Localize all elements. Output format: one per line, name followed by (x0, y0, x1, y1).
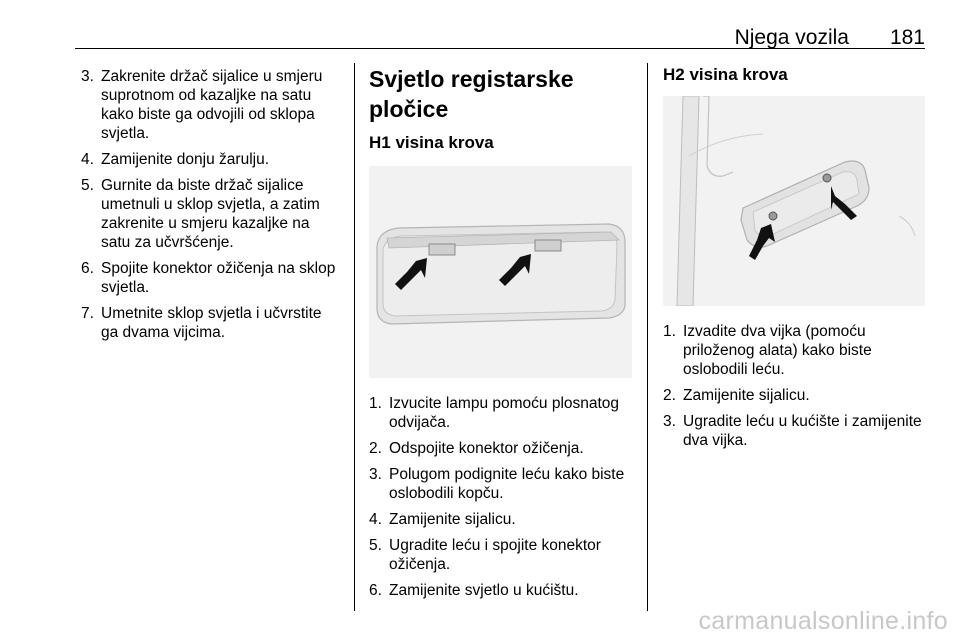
list-item: 3. Ugradite leću u kućište i zamijenite dva vijka. (663, 413, 922, 449)
steps-list-col1 (81, 67, 343, 342)
list-item: 3. Polugom podignite leću kako biste oslobodili kopču. (369, 466, 625, 502)
list-item: 2. Zamijenite sijalicu. (663, 387, 810, 404)
figure-h2-license-lamp (663, 96, 925, 306)
column-2 (369, 64, 635, 607)
list-item: 3. Zakrenite držač sijalice u smjeru suprotnom od kazaljke na satu kako biste ga odvojili od sklopa svjetla. (81, 68, 323, 142)
list-item: 5. Ugradite leću i spojite konektor ožičenja. (369, 537, 601, 573)
list-item: 7. Umetnite sklop svjetla i učvrstite ga dvama vijcima. (81, 305, 322, 341)
subsection-title-h2: H2 visina krova (663, 65, 788, 84)
list-item: 4. Zamijenite sijalicu. (369, 511, 516, 528)
list-item: 6. Zamijenite svjetlo u kućištu. (369, 582, 579, 599)
list-item: 1. Izvadite dva vijka (pomoću priloženog alata) kako biste oslobodili leću. (663, 323, 872, 378)
header-title: Njega vozila (734, 26, 849, 49)
column-divider-2 (647, 63, 648, 611)
list-item: 6. Spojite konektor ožičenja na sklop svjetla. (81, 260, 336, 296)
figure-h1-license-lamp (369, 166, 632, 378)
column-3 (663, 64, 925, 457)
subsection-title-h1: H1 visina krova (369, 133, 494, 152)
license-lamp-illustration (369, 166, 632, 378)
list-item: 4. Zamijenite donju žarulju. (81, 151, 270, 168)
list-item: 5. Gurnite da biste držač sijalice umetnuli u sklop svjetla, a zatim zakrenite u smjeru kazaljke na satu za učvršćenje. (81, 177, 320, 251)
page-header (75, 0, 925, 48)
steps-list-col2 (369, 394, 635, 600)
license-lamp-h2-illustration (663, 96, 925, 306)
header-rule (75, 48, 925, 49)
watermark: carmanualsonline.info (698, 607, 948, 635)
column-1 (81, 67, 343, 349)
column-divider-1 (354, 63, 355, 611)
list-item: 1. Izvucite lampu pomoću plosnatog odvijača. (369, 395, 620, 431)
list-item: 2. Odspojite konektor ožičenja. (369, 440, 584, 457)
steps-list-col3 (663, 322, 925, 450)
section-title: Svjetlo registarske pločice (369, 66, 574, 122)
page-number: 181 (889, 26, 925, 49)
